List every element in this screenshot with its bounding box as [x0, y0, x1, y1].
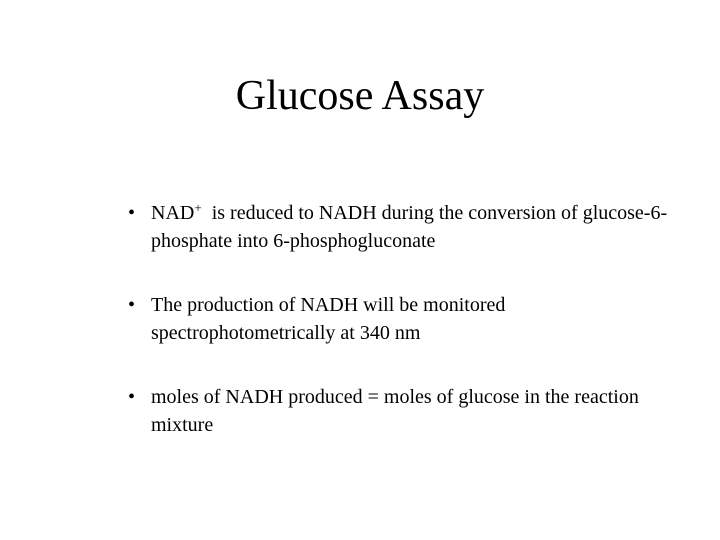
- bullet-text-suffix: is reduced to NADH during the conversion of glucose-6-phosphate into 6-phosphogluconate: [151, 202, 668, 252]
- bullet-text-prefix: NAD: [151, 202, 195, 224]
- slide-title-text: Glucose Assay: [235, 73, 485, 119]
- bullet-item-nad-reduction: [128, 199, 688, 255]
- bullet-marker: •: [128, 386, 136, 408]
- bullet-text: moles of NADH produced = moles of glucose in the reaction mixture: [151, 386, 639, 436]
- slide-title: [0, 70, 720, 122]
- bullet-marker: •: [128, 202, 136, 224]
- bullet-item-nadh-monitoring: [128, 291, 688, 347]
- bullet-text: The production of NADH will be monitored spectrophotometrically at 340 nm: [151, 294, 506, 344]
- bullet-list: [128, 199, 688, 475]
- superscript-plus: +: [194, 200, 202, 215]
- bullet-marker: •: [128, 294, 136, 316]
- bullet-item-moles-equivalence: [128, 383, 688, 439]
